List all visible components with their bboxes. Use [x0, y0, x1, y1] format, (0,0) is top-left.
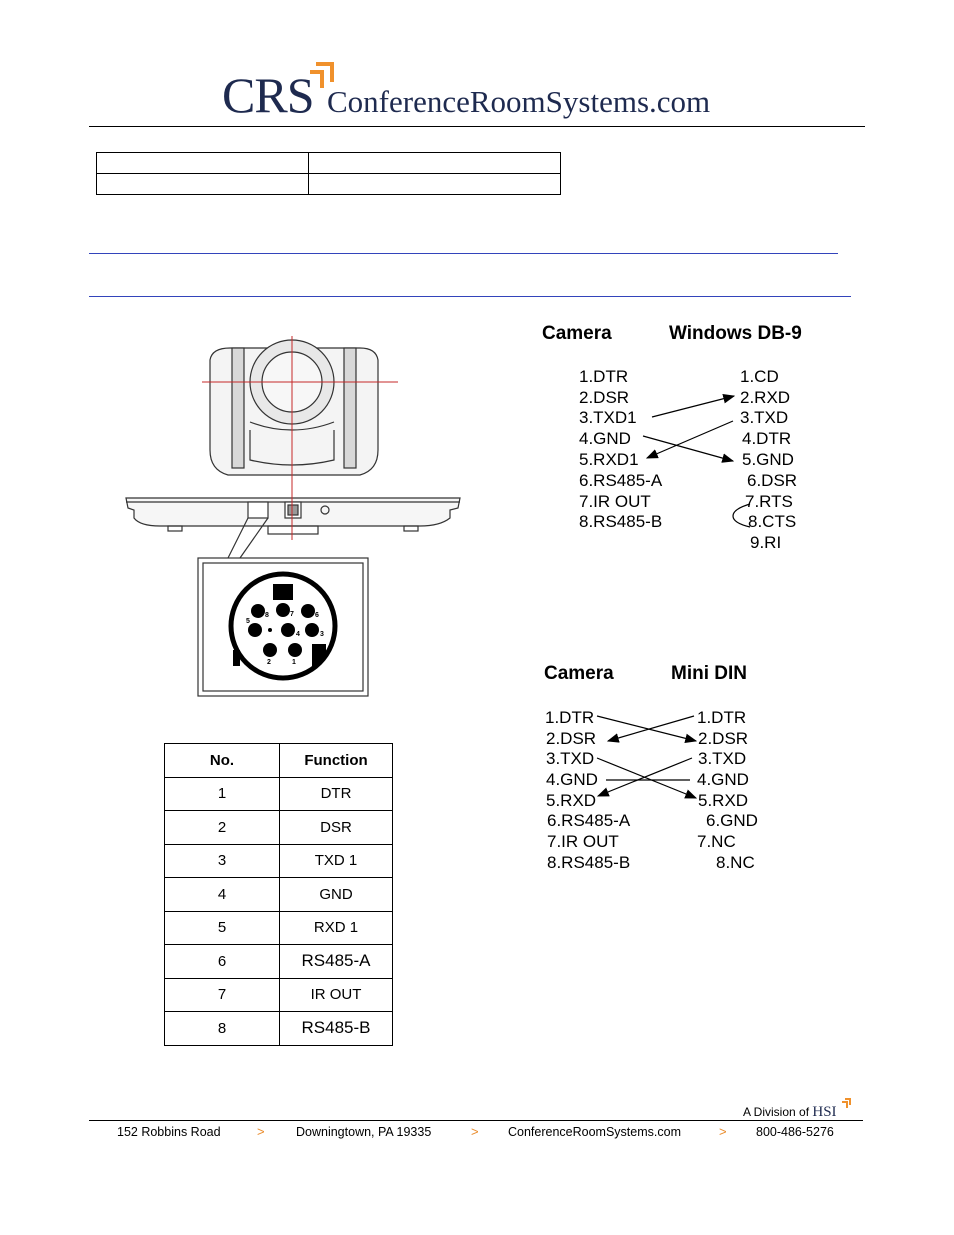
- minidin-camera-pin: 5.RXD: [546, 791, 597, 810]
- connector-pin-label: 7: [290, 611, 294, 618]
- info-table: [96, 152, 561, 195]
- minidin-target-pin: 3.TXD: [698, 749, 747, 768]
- minidin-camera-pin: 7.IR OUT: [547, 832, 619, 851]
- minidin-camera-pin: 2.DSR: [546, 729, 597, 748]
- db9-camera-title: Camera: [542, 323, 612, 344]
- pin-function: RS485-B: [280, 1012, 393, 1046]
- minidin-target-pin: 6.GND: [706, 811, 758, 830]
- minidin-target-title: Mini DIN: [671, 663, 747, 684]
- pin-function: DTR: [280, 777, 393, 811]
- table-row: [165, 844, 393, 878]
- table-row: [165, 878, 393, 912]
- minidin-camera-pin: 8.RS485-B: [547, 853, 631, 872]
- db9-target-pin: 6.DSR: [747, 471, 798, 490]
- pin-function: DSR: [280, 811, 393, 845]
- pin-number: 7: [165, 978, 280, 1012]
- connector-pin-label: 8: [265, 612, 269, 619]
- hsi-mark-icon: [840, 1097, 852, 1109]
- db9-camera-pin: 1.DTR: [579, 367, 629, 386]
- pin-function: IR OUT: [280, 978, 393, 1012]
- table-row: [165, 777, 393, 811]
- pin-number: 8: [165, 1012, 280, 1046]
- footer-separator-icon: >: [471, 1124, 479, 1139]
- pin-number: 3: [165, 844, 280, 878]
- db9-target-pin: 1.CD: [740, 367, 779, 386]
- db9-target-pin: 3.TXD: [740, 408, 789, 427]
- connector-pin-label: 1: [292, 659, 296, 666]
- info-cell: [97, 153, 309, 174]
- db9-target-title: Windows DB-9: [669, 323, 802, 344]
- db9-target-pin: 7.RTS: [745, 492, 793, 511]
- db9-target-pin: 9.RI: [750, 533, 782, 552]
- footer-phone: 800-486-5276: [756, 1125, 834, 1139]
- connector-pin-label: 3: [320, 631, 324, 638]
- db9-target-pin: 5.GND: [742, 450, 794, 469]
- db9-camera-pin: 4.GND: [579, 429, 631, 448]
- minidin-camera-title: Camera: [544, 663, 614, 684]
- db9-camera-pin: 3.TXD1: [579, 408, 637, 427]
- table-row: [165, 1012, 393, 1046]
- minidin-target-pin: 1.DTR: [697, 708, 747, 727]
- pin-function: RS485-A: [280, 945, 393, 979]
- db9-target-pin: 2.RXD: [740, 388, 791, 407]
- footer-rule: [89, 1120, 863, 1121]
- division-brand: HSI: [812, 1104, 837, 1120]
- db9-camera-pin: 6.RS485-A: [579, 471, 663, 490]
- pin-number: 1: [165, 777, 280, 811]
- table-header-no: No.: [165, 744, 280, 778]
- minidin-camera-pin: 3.TXD: [546, 749, 595, 768]
- footer-separator-icon: >: [719, 1124, 727, 1139]
- info-cell: [309, 153, 561, 174]
- connector-pin-label: 6: [315, 612, 319, 619]
- blue-rule-1: [89, 253, 838, 254]
- header-rule: [89, 126, 865, 127]
- division-credit: [743, 1104, 837, 1121]
- db9-camera-pin: 8.RS485-B: [579, 512, 663, 531]
- connector-pin-label: 5: [246, 618, 250, 625]
- pin-number: 6: [165, 945, 280, 979]
- db9-camera-pin: 7.IR OUT: [579, 492, 651, 511]
- minidin-target-pin: 4.GND: [697, 770, 749, 789]
- info-cell: [309, 174, 561, 195]
- db9-target-pin: 8.CTS: [748, 512, 797, 531]
- table-row: [165, 911, 393, 945]
- db9-target-pin: 4.DTR: [742, 429, 792, 448]
- table-row: [165, 945, 393, 979]
- pin-function-table: [164, 743, 393, 1046]
- minidin-camera-pin: 1.DTR: [545, 708, 595, 727]
- blue-rule-2: [89, 296, 851, 297]
- division-text: A Division of: [743, 1105, 810, 1119]
- pin-function: TXD 1: [280, 844, 393, 878]
- minidin-target-pin: 8.NC: [716, 853, 755, 872]
- logo-letters: CRS: [222, 67, 314, 123]
- footer-address: 152 Robbins Road: [117, 1125, 221, 1139]
- pin-number: 4: [165, 878, 280, 912]
- pin-number: 2: [165, 811, 280, 845]
- connector-pin-label: 2: [267, 659, 271, 666]
- footer-website[interactable]: ConferenceRoomSystems.com: [508, 1125, 681, 1139]
- info-cell: [97, 174, 309, 195]
- minidin-camera-pin: 4.GND: [546, 770, 598, 789]
- table-header-function: Function: [280, 744, 393, 778]
- footer-separator-icon: >: [257, 1124, 265, 1139]
- camera-illustration: [120, 330, 470, 705]
- pin-number: 5: [165, 911, 280, 945]
- pin-function: GND: [280, 878, 393, 912]
- minidin-target-pin: 2.DSR: [698, 729, 749, 748]
- db9-camera-pin: 2.DSR: [579, 388, 630, 407]
- minidin-camera-pin: 6.RS485-A: [547, 811, 631, 830]
- connector-pin-label: 4: [296, 631, 300, 638]
- minidin-target-pin: 5.RXD: [698, 791, 749, 810]
- footer-city: Downingtown, PA 19335: [296, 1125, 432, 1139]
- table-row: [165, 811, 393, 845]
- pin-function: RXD 1: [280, 911, 393, 945]
- db9-camera-pin: 5.RXD1: [579, 450, 639, 469]
- minidin-target-pin: 7.NC: [697, 832, 736, 851]
- logo-site: ConferenceRoomSystems.com: [327, 84, 711, 119]
- table-row: [165, 978, 393, 1012]
